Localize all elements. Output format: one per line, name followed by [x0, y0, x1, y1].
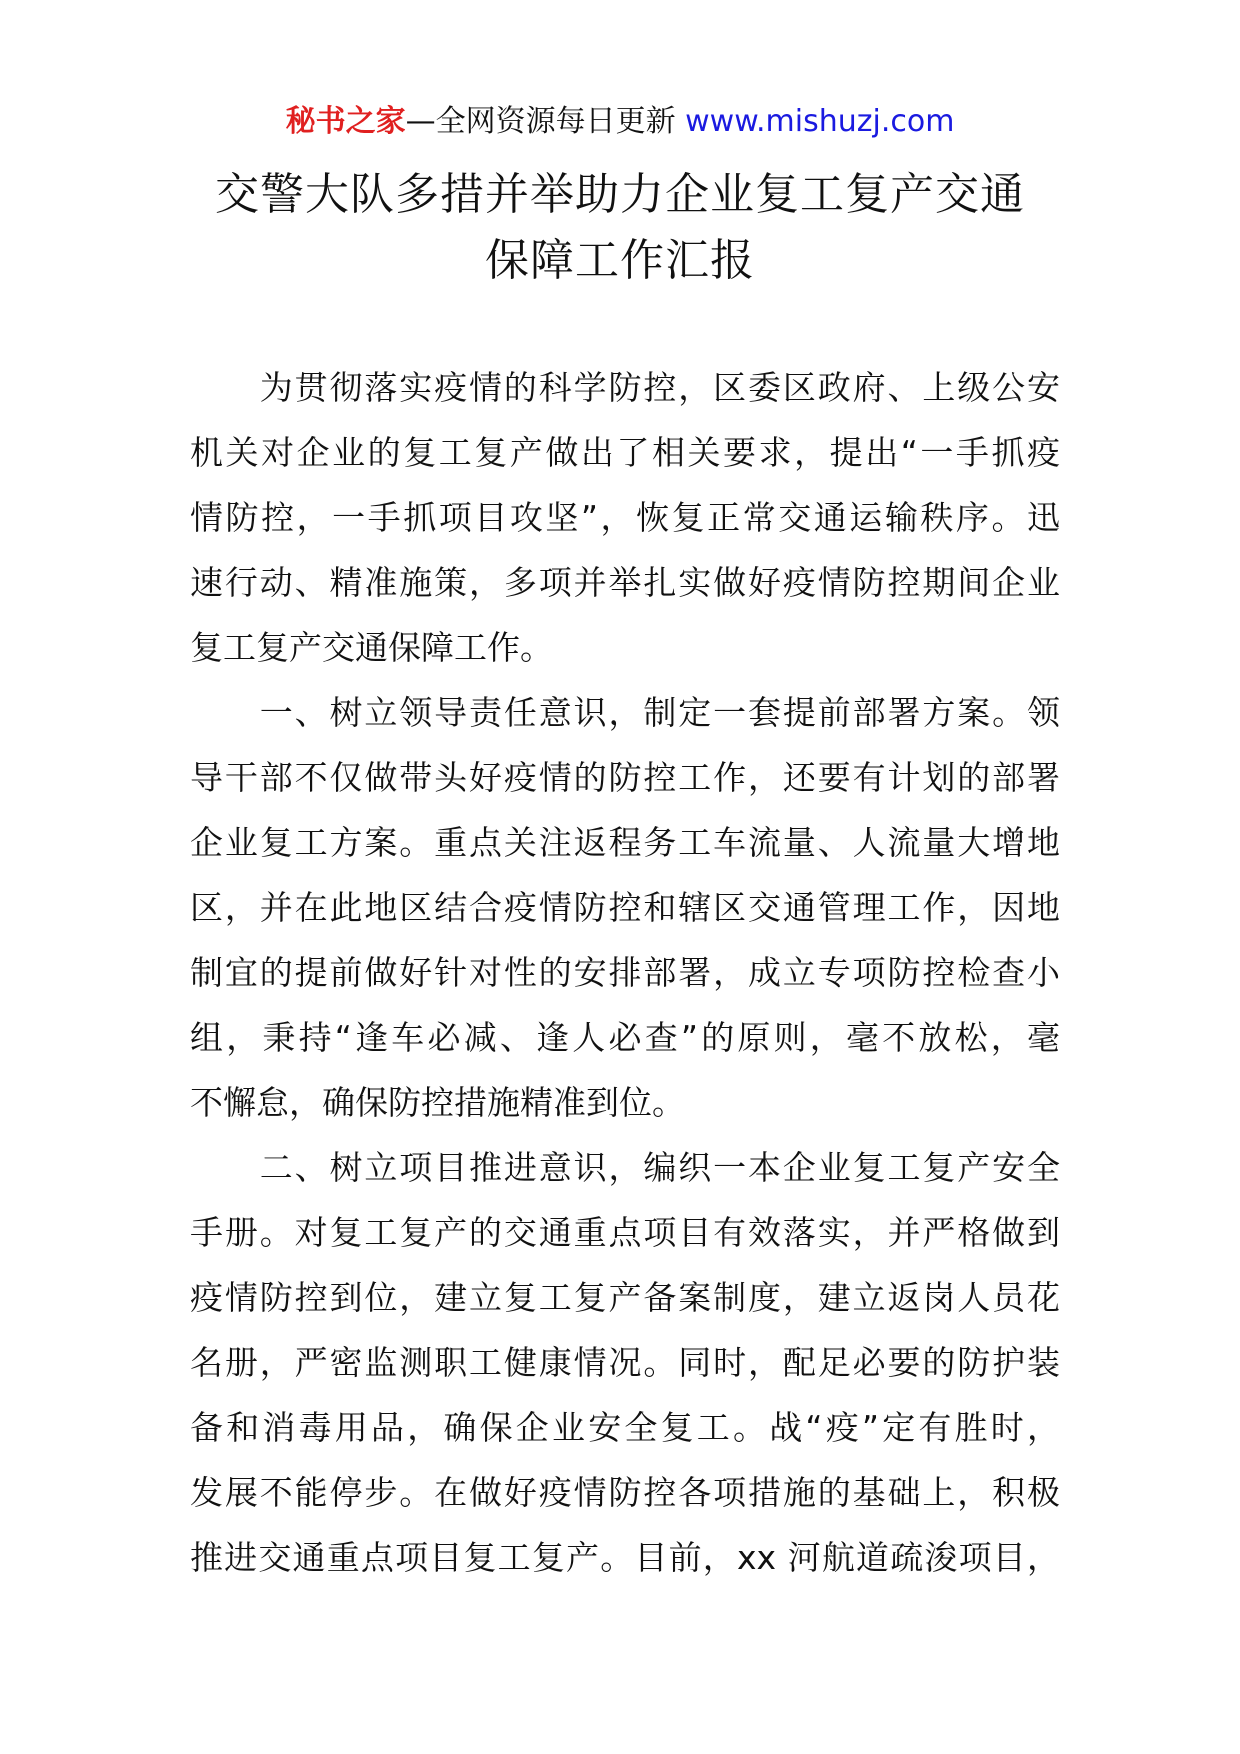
- body-line: 区，并在此地区结合疫情防控和辖区交通管理工作，因地: [190, 888, 1060, 927]
- body-line: 不懈怠，确保防控措施精准到位。: [190, 1083, 685, 1122]
- body-line: 名册，严密监测职工健康情况。同时，配足必要的防护装: [190, 1343, 1060, 1382]
- title-line-2: 保障工作汇报: [485, 235, 755, 286]
- body-line: 机关对企业的复工复产做出了相关要求，提出“一手抓疫: [190, 433, 1060, 472]
- document-body: [190, 355, 1060, 1590]
- body-line: 二、树立项目推进意识，编织一本企业复工复产安全: [190, 1148, 1060, 1187]
- site-brand: 秘书之家: [285, 104, 406, 139]
- body-line: 一、树立领导责任意识，制定一套提前部署方案。领: [190, 693, 1060, 732]
- body-line: 复工复产交通保障工作。: [190, 628, 553, 667]
- body-line: 推进交通重点项目复工复产。目前，xx 河航道疏浚项目，: [190, 1538, 1060, 1577]
- site-tagline: —全网资源每日更新: [405, 104, 686, 139]
- site-header: [0, 100, 1240, 144]
- site-url[interactable]: www.mishuzj.com: [685, 104, 955, 139]
- body-line: 情防控，一手抓项目攻坚”，恢复正常交通运输秩序。迅: [190, 498, 1060, 537]
- body-line: 为贯彻落实疫情的科学防控，区委区政府、上级公安: [190, 368, 1060, 407]
- body-line: 疫情防控到位，建立复工复产备案制度，建立返岗人员花: [190, 1278, 1060, 1317]
- body-line: 制宜的提前做好针对性的安排部署，成立专项防控检查小: [190, 953, 1060, 992]
- body-line: 手册。对复工复产的交通重点项目有效落实，并严格做到: [190, 1213, 1060, 1252]
- body-line: 组，秉持“逢车必减、逢人必查”的原则，毫不放松，毫: [190, 1018, 1060, 1057]
- body-line: 速行动、精准施策，多项并举扎实做好疫情防控期间企业: [190, 563, 1060, 602]
- document-title: [0, 162, 1240, 294]
- body-line: 备和消毒用品，确保企业安全复工。战“疫”定有胜时，: [190, 1408, 1060, 1447]
- body-line: 发展不能停步。在做好疫情防控各项措施的基础上，积极: [190, 1473, 1060, 1512]
- body-line: 导干部不仅做带头好疫情的防控工作，还要有计划的部署: [190, 758, 1060, 797]
- body-line: 企业复工方案。重点关注返程务工车流量、人流量大增地: [190, 823, 1060, 862]
- title-line-1: 交警大队多措并举助力企业复工复产交通: [215, 169, 1025, 220]
